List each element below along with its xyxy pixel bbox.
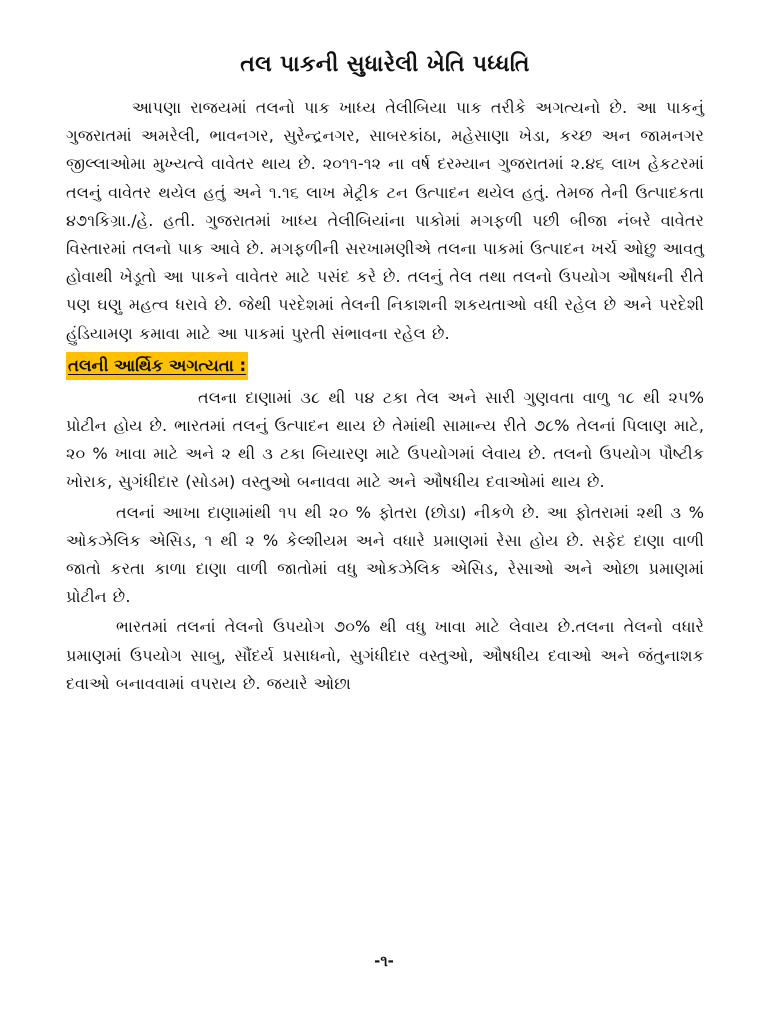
- section-heading-wrap: [66, 352, 704, 382]
- economic-paragraph-1: તલના દાણામાં ૩૮ થી ૫૪ ટકા તેલ અને સારી ગુણવતા વાળુ ૧૮ થી ૨૫% પ્રોટીન હોય છે. ભારતમાં તલનું ઉત્પાદન થાય છે તેમાંથી સામાન્ય રીતે ૭૮% તેલનાં પિલાણ માટે, ૨૦ % ખાવા માટે અને ૨ થી ૩ ટકા બિયારણ માટે ઉપયોગમાં લેવાય છે. તલનો ઉપયોગ પૌષ્ટીક ખોરાક, સુગંધીદાર (સોડમ) વસ્તુઓ બનાવવા માટે અને ઔષધીય દવાઓમાં થાય છે.: [66, 387, 704, 492]
- section-heading: તલની આર્થિક અગત્યતા :: [66, 352, 248, 380]
- page-title: તલ પાકની સુધારેલી ખેતિ પધ્ધતિ: [240, 52, 530, 77]
- page-number: -૧-: [374, 952, 394, 970]
- economic-paragraph-2: તલનાં આખા દાણામાંથી ૧૫ થી ૨૦ % ફોતરા (છોડા) નીકળે છે. આ ફોતરામાં ૨થી ૩ % ઓકઝેલિક એસિડ, ૧ થી ૨ % કેલ્શીયમ અને વધારે પ્રમાણમાં રેસા હોય છે. સફેદ દાણા વાળી જાતો કરતા કાળા દાણા વાળી જાતોમાં વધુ ઓકઝેલિક એસિડ, રેસાઓ અને ઓછા પ્રમાણમાં પ્રોટીન છે.: [66, 502, 704, 607]
- intro-paragraph: આપણા રાજયમાં તલનો પાક ખાધ્ય તેલીબિયા પાક તરીકે અગત્યનો છે. આ પાકનું ગુજરાતમાં અમરેલી, ભાવનગર, સુરેન્દ્રનગર, સાબરકાંઠા, મહેસાણા ખેડા, કચ્છ અન જામનગર જીલ્લાઓમા મુખ્યત્વે વાવેતર થાય છે. ૨૦૧૧-૧૨ ના વર્ષ દરમ્યાન ગુજરાતમાં ૨.૪૬ લાખ હેકટરમાં તલનું વાવેતર થયેલ હતું અને ૧.૧૬ લાખ મેટ્રીક ટન ઉત્પાદન થયેલ હતું. તેમજ તેની ઉત્પાદકતા ૪૭૧કિગ્રા./હે. હતી. ગુજરાતમાં ખાધ્ય તેલીબિયાંના પાકોમાં મગફળી પછી બીજા નંબરે વાવેતર વિસ્તારમાં તલનો પાક આવે છે. મગફળીની સરખામણીએ તલના પાકમાં ઉત્પાદન ખર્ચ ઓછુ આવતુ હોવાથી ખેડૂતો આ પાકને વાવેતર માટે પસંદ કરે છે. તલનું તેલ તથા તલનો ઉપયોગ ઔષધની રીતે પણ ઘણુ મહત્વ ધરાવે છે. જેથી પરદેશમાં તેલની નિકાશની શકયતાઓ વધી રહેલ છે અને પરદેશી હુંડિયામણ કમાવા માટે આ પાકમાં પુરતી સંભાવના રહેલ છે.: [66, 98, 705, 343]
- economic-paragraph-3: ભારતમાં તલનાં તેલનો ઉપયોગ ૭૦% થી વધુ ખાવા માટે લેવાય છે.તલના તેલનો વધારે પ્રમાણમાં ઉપયોગ સાબુ, સૌંદર્ય પ્રસાધનો, સુગંધીદાર વસ્તુઓ, ઔષધીય દવાઓ અને જંતુનાશક દવાઓ બનાવવામાં વપરાય છે. જયારે ઓછા: [66, 617, 704, 693]
